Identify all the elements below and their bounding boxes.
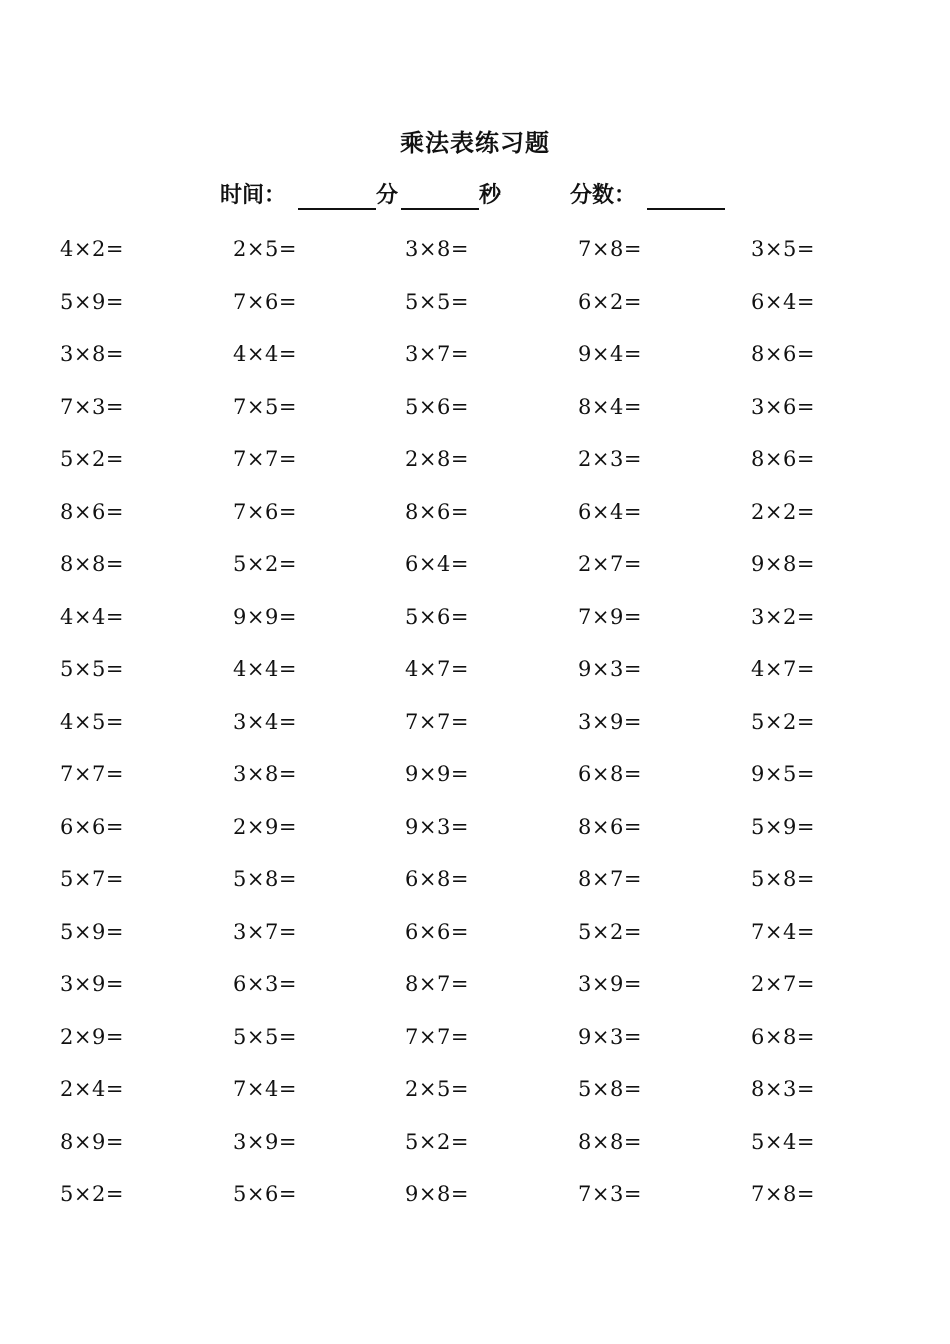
problem-item: 6×4=	[751, 289, 815, 314]
problem-item: 7×6=	[233, 499, 297, 524]
problem-item: 8×4=	[578, 394, 642, 419]
problem-item: 5×9=	[60, 289, 124, 314]
problem-item: 6×6=	[405, 919, 469, 944]
problem-item: 8×6=	[751, 342, 815, 366]
problem-item: 7×8=	[578, 237, 642, 261]
problem-item: 9×8=	[405, 1182, 469, 1206]
problem-item: 8×6=	[578, 814, 642, 839]
problem-item: 3×4=	[233, 709, 297, 734]
problem-item: 7×9=	[578, 604, 642, 629]
problem-item: 7×4=	[233, 1077, 297, 1101]
problem-item: 4×4=	[60, 604, 124, 629]
problem-item: 3×8=	[405, 237, 469, 261]
problem-item: 9×9=	[233, 604, 297, 629]
problem-grid	[60, 228, 920, 1226]
problem-item: 8×6=	[405, 499, 469, 524]
problem-item: 3×8=	[233, 762, 297, 786]
problem-item: 7×3=	[578, 1182, 642, 1206]
problem-item: 9×9=	[405, 762, 469, 786]
problem-item: 5×8=	[578, 1077, 642, 1101]
problem-item: 8×7=	[405, 972, 469, 996]
problem-item: 5×2=	[60, 1182, 124, 1206]
problem-item: 7×6=	[233, 289, 297, 314]
minute-label: 分	[376, 183, 399, 208]
problem-item: 3×8=	[60, 342, 124, 366]
problem-item: 5×5=	[60, 657, 124, 681]
problem-item: 5×7=	[60, 867, 124, 891]
problem-item: 6×4=	[405, 552, 469, 576]
time-score-line	[0, 178, 950, 218]
problem-item: 8×8=	[60, 552, 124, 576]
problem-item: 5×9=	[60, 919, 124, 944]
problem-item: 8×9=	[60, 1129, 124, 1154]
problem-item: 5×6=	[405, 394, 469, 419]
problem-item: 8×6=	[751, 447, 815, 471]
problem-item: 9×3=	[578, 657, 642, 681]
problem-item: 6×8=	[405, 867, 469, 891]
worksheet-title: 乘法表练习题	[400, 129, 550, 157]
problem-item: 5×5=	[233, 1024, 297, 1049]
problem-item: 4×4=	[233, 342, 297, 366]
problem-item: 3×9=	[578, 972, 642, 996]
problem-item: 5×9=	[751, 814, 815, 839]
problem-item: 2×8=	[405, 447, 469, 471]
problem-item: 3×5=	[751, 237, 815, 261]
problem-item: 6×8=	[751, 1024, 815, 1049]
problem-item: 7×3=	[60, 394, 124, 419]
problem-item: 7×5=	[233, 394, 297, 419]
score-blank[interactable]	[647, 208, 725, 210]
problem-item: 2×4=	[60, 1077, 124, 1101]
problem-item: 4×4=	[233, 657, 297, 681]
problem-item: 5×2=	[751, 709, 815, 734]
problem-item: 9×3=	[405, 814, 469, 839]
problem-item: 7×7=	[233, 447, 297, 471]
problem-item: 5×8=	[751, 867, 815, 891]
problem-item: 5×5=	[405, 289, 469, 314]
problem-item: 2×7=	[578, 552, 642, 576]
problem-item: 7×7=	[405, 709, 469, 734]
problem-item: 8×7=	[578, 867, 642, 891]
problem-item: 2×9=	[60, 1024, 124, 1049]
score-label: 分数：	[570, 183, 637, 208]
seconds-blank[interactable]	[401, 208, 479, 210]
problem-item: 3×6=	[751, 394, 815, 419]
problem-item: 9×5=	[751, 762, 815, 786]
problem-item: 2×2=	[751, 499, 815, 524]
problem-item: 3×9=	[60, 972, 124, 996]
problem-item: 5×2=	[578, 919, 642, 944]
problem-item: 2×7=	[751, 972, 815, 996]
problem-item: 6×3=	[233, 972, 297, 996]
problem-item: 3×9=	[233, 1129, 297, 1154]
problem-item: 6×6=	[60, 814, 124, 839]
problem-item: 4×2=	[60, 237, 124, 261]
problem-item: 4×7=	[405, 657, 469, 681]
problem-item: 7×8=	[751, 1182, 815, 1206]
problem-item: 5×4=	[751, 1129, 815, 1154]
problem-item: 6×4=	[578, 499, 642, 524]
problem-item: 5×6=	[405, 604, 469, 629]
problem-item: 7×7=	[60, 762, 124, 786]
problem-item: 4×5=	[60, 709, 124, 734]
problem-item: 6×2=	[578, 289, 642, 314]
problem-item: 3×7=	[233, 919, 297, 944]
problem-item: 5×2=	[405, 1129, 469, 1154]
problem-item: 2×3=	[578, 447, 642, 471]
problem-item: 9×8=	[751, 552, 815, 576]
minutes-blank[interactable]	[298, 208, 376, 210]
problem-item: 8×3=	[751, 1077, 815, 1101]
problem-item: 4×7=	[751, 657, 815, 681]
problem-item: 2×5=	[405, 1077, 469, 1101]
problem-item: 7×7=	[405, 1024, 469, 1049]
second-label: 秒	[479, 183, 502, 208]
problem-item: 3×7=	[405, 342, 469, 366]
problem-item: 9×4=	[578, 342, 642, 366]
problem-item: 8×8=	[578, 1129, 642, 1154]
problem-item: 5×2=	[60, 447, 124, 471]
problem-item: 2×9=	[233, 814, 297, 839]
time-label: 时间：	[220, 183, 287, 208]
problem-item: 5×2=	[233, 552, 297, 576]
problem-item: 2×5=	[233, 237, 297, 261]
problem-item: 8×6=	[60, 499, 124, 524]
problem-item: 5×8=	[233, 867, 297, 891]
problem-item: 6×8=	[578, 762, 642, 786]
problem-item: 3×2=	[751, 604, 815, 629]
problem-item: 7×4=	[751, 919, 815, 944]
problem-item: 9×3=	[578, 1024, 642, 1049]
problem-item: 5×6=	[233, 1182, 297, 1206]
problem-item: 3×9=	[578, 709, 642, 734]
